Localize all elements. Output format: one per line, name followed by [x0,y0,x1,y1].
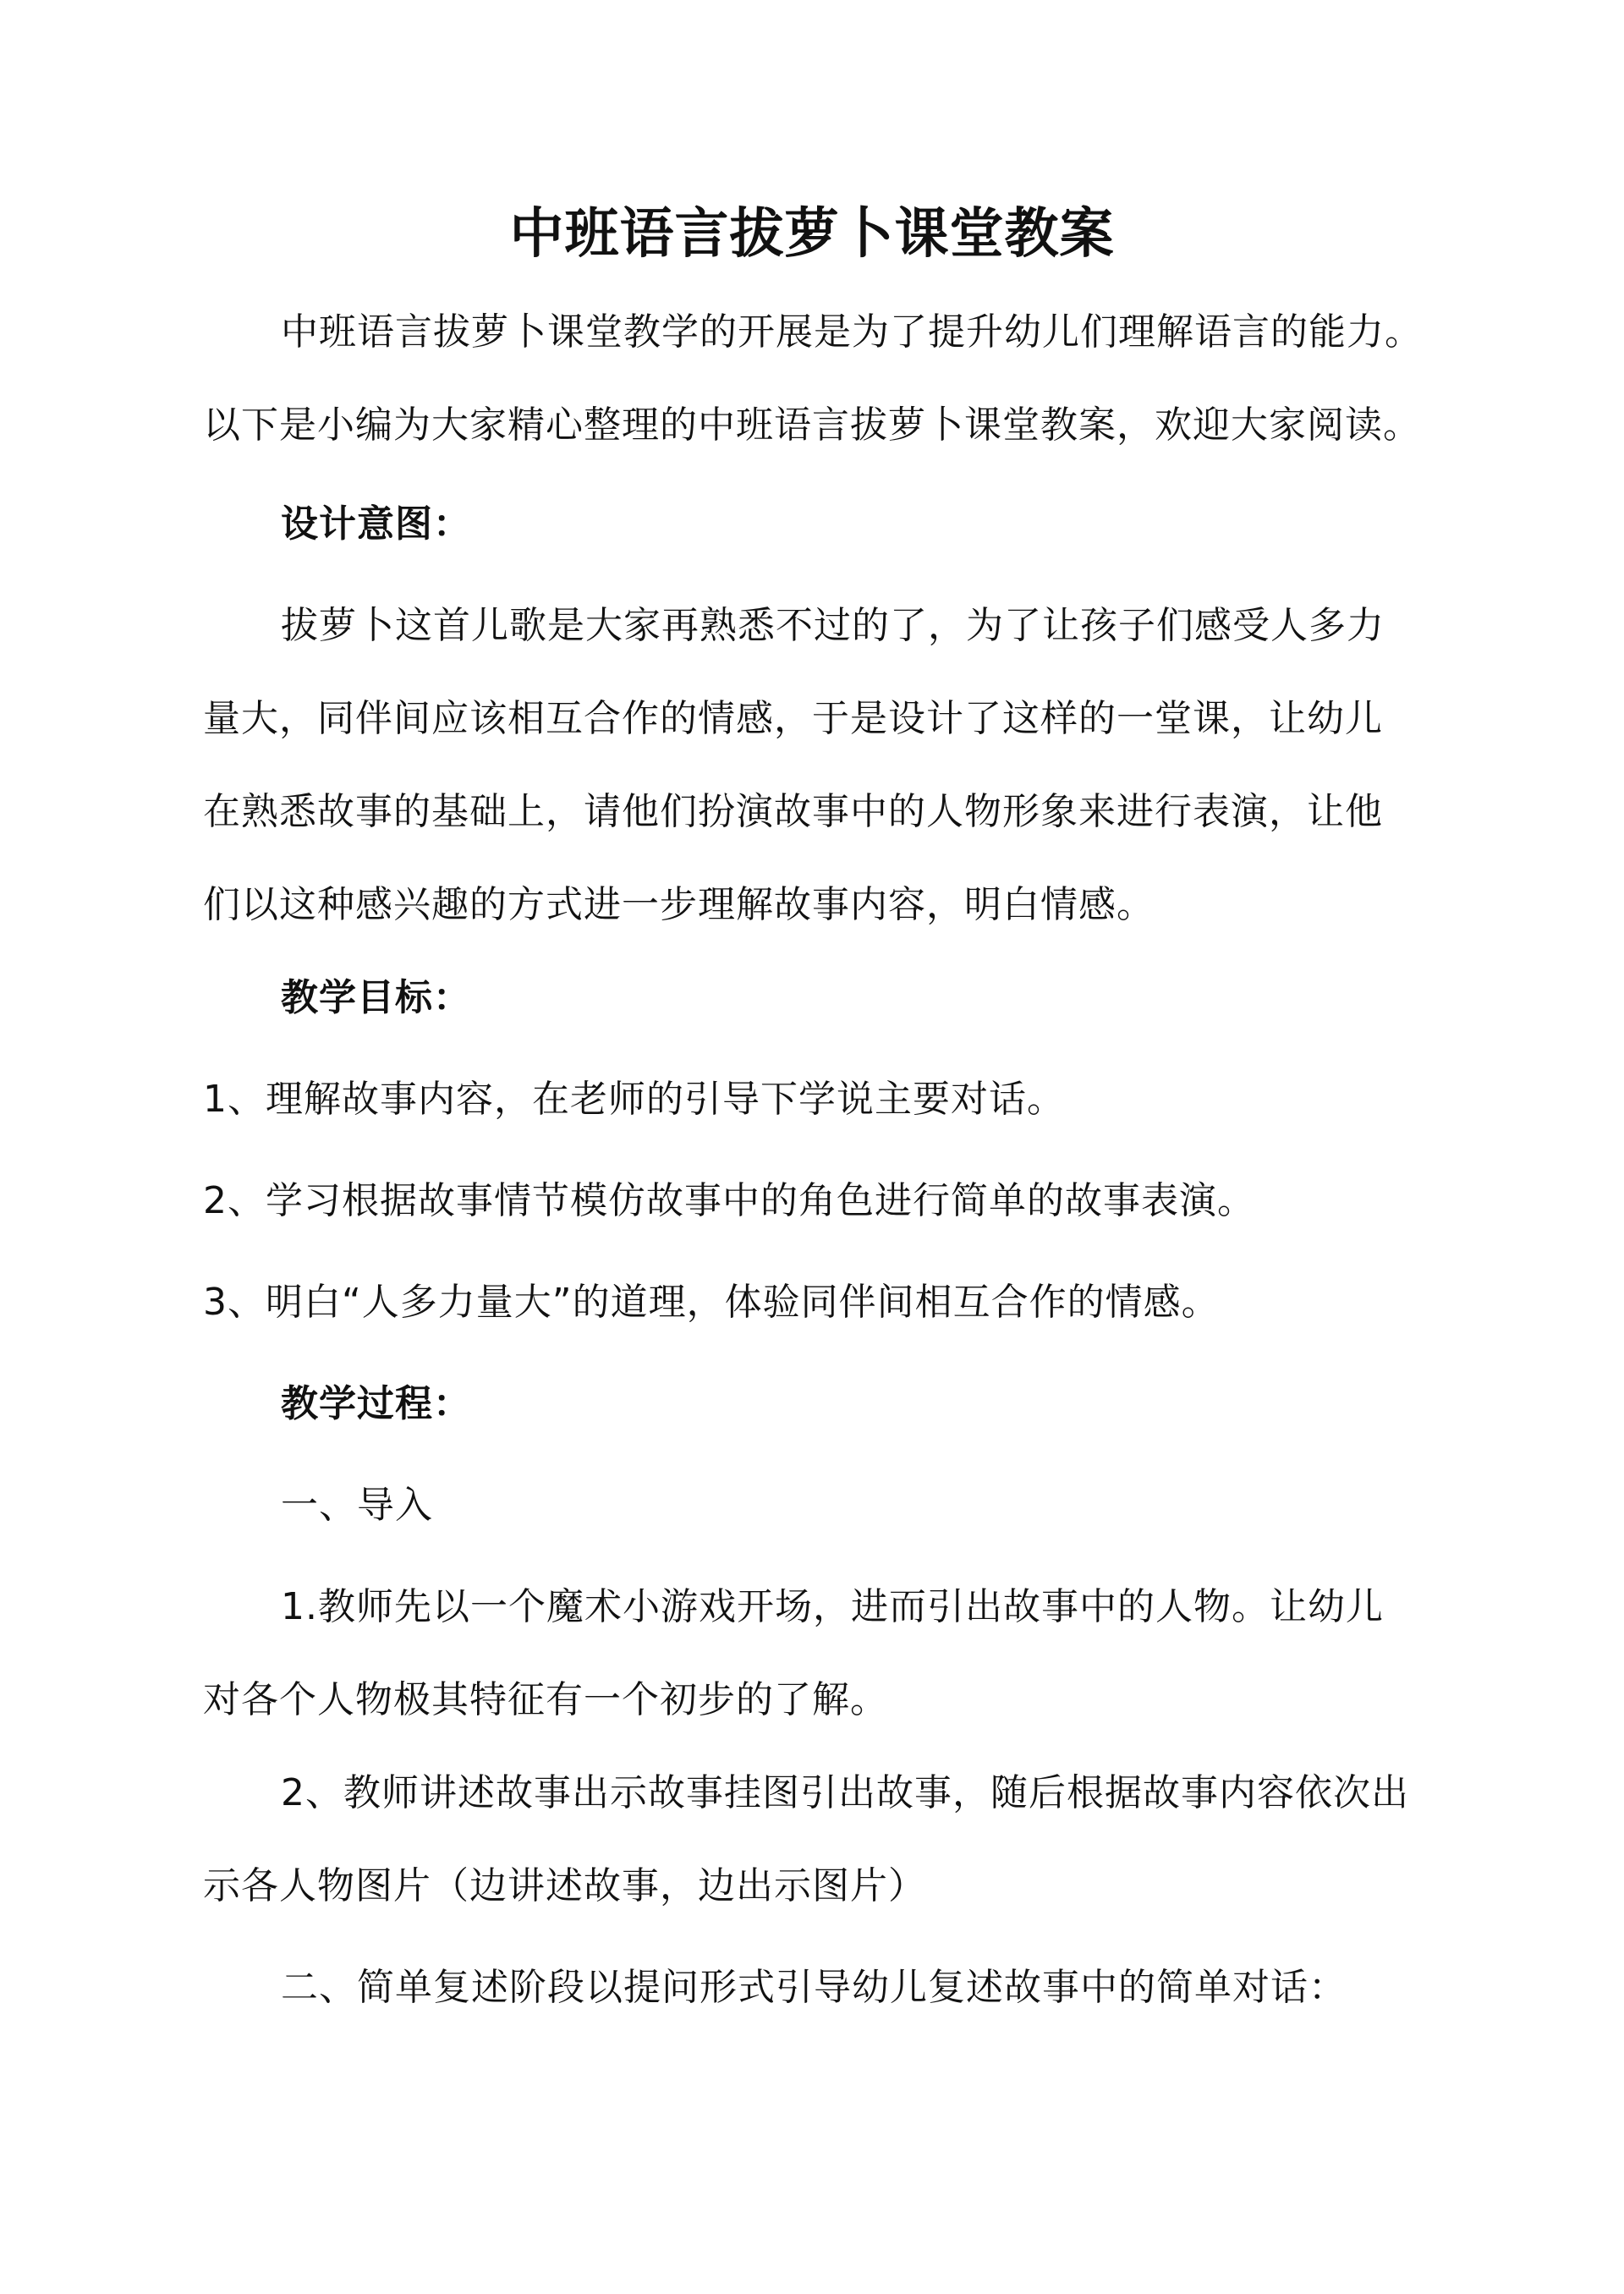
heading-teaching-process: 教学过程： [281,1382,471,1425]
design-line-2: 量大，同伴间应该相互合作的情感，于是设计了这样的一堂课，让幼儿 [203,697,1383,740]
process-step-1-line-1: 1.教师先以一个魔术小游戏开场，进而引出故事中的人物。让幼儿 [281,1585,1384,1628]
goal-item-3: 3、明白“人多力量大”的道理，体验同伴间相互合作的情感。 [203,1281,1220,1324]
process-step-1-line-2: 对各个人物极其特征有一个初步的了解。 [203,1678,888,1721]
goal-item-1: 1、理解故事内容，在老师的引导下学说主要对话。 [203,1078,1065,1121]
document-title: 中班语言拔萝卜课堂教案 [509,202,1115,266]
heading-teaching-goals: 教学目标： [281,976,471,1019]
intro-line-2: 以下是小编为大家精心整理的中班语言拔萝卜课堂教案，欢迎大家阅读。 [203,403,1421,447]
goal-item-2: 2、学习根据故事情节模仿故事中的角色进行简单的故事表演。 [203,1179,1255,1222]
process-section-2: 二、简单复述阶段以提问形式引导幼儿复述故事中的简单对话： [281,1966,1347,2009]
process-step-2-line-1: 2、教师讲述故事出示故事挂图引出故事，随后根据故事内容依次出 [281,1771,1409,1814]
process-section-1: 一、导入 [281,1484,433,1527]
design-line-4: 们以这种感兴趣的方式进一步理解故事内容，明白情感。 [203,883,1155,926]
heading-design-intent: 设计意图： [281,502,471,546]
design-line-3: 在熟悉故事的基础上，请他们扮演故事中的人物形象来进行表演，让他 [203,790,1383,833]
intro-line-1: 中班语言拔萝卜课堂教学的开展是为了提升幼儿们理解语言的能力。 [281,310,1423,354]
process-step-2-line-2: 示各人物图片（边讲述故事，边出示图片） [203,1864,926,1907]
design-line-1: 拔萝卜这首儿歌是大家再熟悉不过的了，为了让孩子们感受人多力 [281,604,1385,647]
